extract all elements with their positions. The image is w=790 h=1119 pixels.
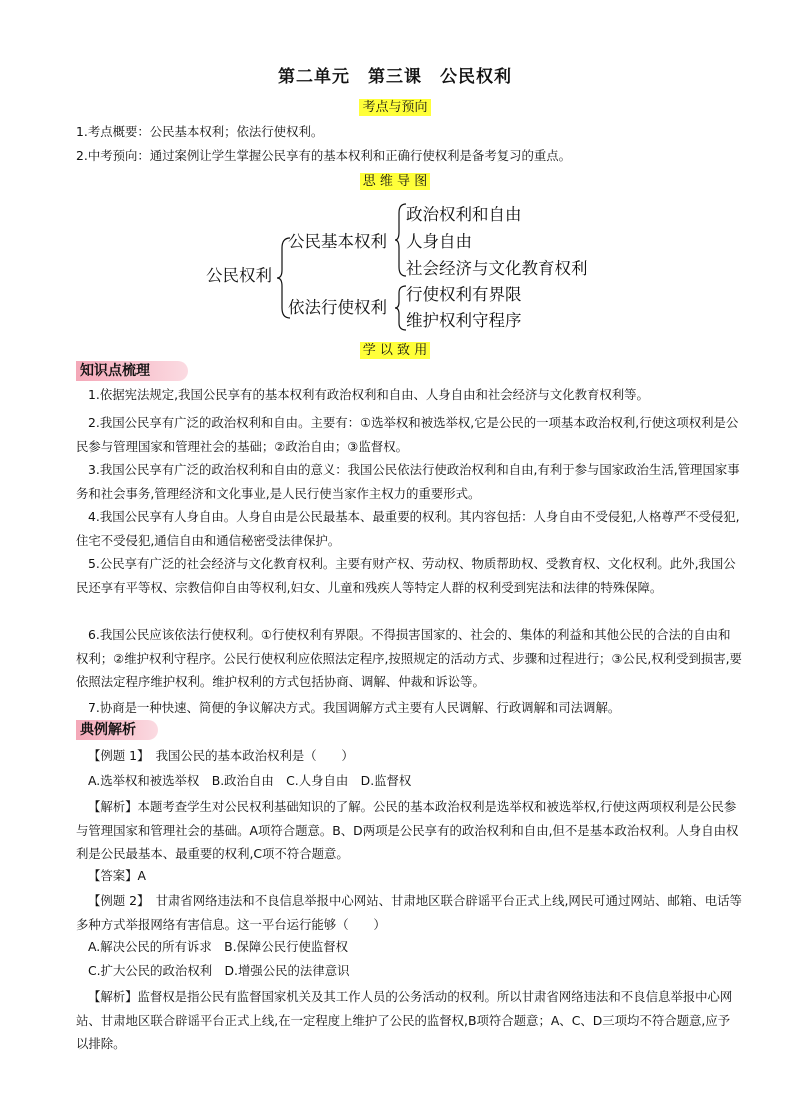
- example-2-analysis: 【解析】监督权是指公民有监督国家机关及其工作人员的公务活动的权利。所以甘肃省网络违法和不良信息举报中心网站、甘肃地区联合辟谣平台正式上线,在一定程度上维护了公民的监督权,B项符合题意；A、C、D三项均不符合题意,应予以排除。: [76, 989, 733, 1051]
- mindmap-branch-1-item-2: 人身自由: [406, 232, 472, 251]
- example-2-options-1: A.解决公民的所有诉求 B.保障公民行使监督权: [88, 939, 349, 954]
- point-1: 1.依据宪法规定,我国公民享有的基本权利有政治权利和自由、人身自由和社会经济与文化教育权利等。: [88, 387, 649, 402]
- example-1-answer: 【答案】A: [88, 868, 147, 883]
- section-heading-xueyi: 学 以 致 用: [0, 339, 790, 358]
- section-heading-kaodian: 考点与预向: [0, 96, 790, 115]
- example-1-analysis: 【解析】本题考查学生对公民权利基础知识的了解。公民的基本政治权利是选举权和被选举权,行使这两项权利是公民参与管理国家和管理社会的基础。A项符合题意。B、D两项是公民享有的政治权利和自由,但不是基本政治权利。人身自由权利是公民最基本、最重要的权利,C项不符合题意。: [76, 799, 739, 861]
- example-2-options-2: C.扩大公民的政治权利 D.增强公民的法律意识: [88, 963, 350, 978]
- page-title: 第二单元 第三课 公民权利: [278, 67, 512, 87]
- section-heading-siwei: 思 维 导 图: [0, 170, 790, 189]
- mindmap-root: 公民权利: [206, 266, 272, 285]
- mindmap-branch-1-item-3: 社会经济与文化教育权利: [406, 259, 588, 278]
- mindmap-branch-1-item-1: 政治权利和自由: [406, 205, 522, 224]
- point-4: 4.我国公民享有人身自由。人身自由是公民最基本、最重要的权利。其内容包括：人身自由不受侵犯,人格尊严不受侵犯,住宅不受侵犯,通信自由和通信秘密受法律保护。: [76, 509, 740, 548]
- kaodian-line-1: 1.考点概要：公民基本权利；依法行使权利。: [76, 124, 324, 139]
- example-1-options: A.选举权和被选举权 B.政治自由 C.人身自由 D.监督权: [88, 773, 412, 788]
- point-2: 2.我国公民享有广泛的政治权利和自由。主要有：①选举权和被选举权,它是公民的一项基本政治权利,行使这项权利是公民参与管理国家和管理社会的基础；②政治自由；③监督权。: [76, 415, 739, 454]
- mindmap-branch-2: 依法行使权利: [288, 298, 387, 317]
- mindmap-branch-2-item-2: 维护权利守程序: [406, 311, 522, 330]
- mindmap-branch-1: 公民基本权利: [288, 232, 387, 251]
- point-7: 7.协商是一种快速、简便的争议解决方式。我国调解方式主要有人民调解、行政调解和司法调解。: [88, 700, 621, 715]
- example-1-question: 【例题 1】 我国公民的基本政治权利是（ ）: [88, 748, 354, 763]
- point-5: 5.公民享有广泛的社会经济与文化教育权利。主要有财产权、劳动权、物质帮助权、受教育权、文化权利。此外,我国公民还享有平等权、宗教信仰自由等权利,妇女、儿童和残疾人等特定人群的权利受到宪法和法律的特殊保障。: [76, 556, 736, 595]
- mindmap-branch-2-item-1: 行使权利有界限: [406, 285, 522, 304]
- point-3: 3.我国公民享有广泛的政治权利和自由的意义：我国公民依法行使政治权利和自由,有利于参与国家政治生活,管理国家事务和社会事务,管理经济和文化事业,是人民行使当家作主权力的重要形式。: [76, 462, 740, 501]
- kaodian-line-2: 2.中考预向：通过案例让学生掌握公民享有的基本权利和正确行使权利是备考复习的重点。: [76, 148, 572, 163]
- point-6: 6.我国公民应该依法行使权利。①行使权利有界限。不得损害国家的、社会的、集体的利益和其他公民的合法的自由和权利；②维护权利守程序。公民行使权利应依照法定程序,按照规定的活动方式、步骤和过程进行；③公民,权利受到损害,要依照法定程序维护权利。维护权利的方式包括协商、调解、仲裁和诉讼等。: [76, 627, 742, 689]
- tag-dianli: 典例解析: [76, 720, 158, 740]
- example-2-question: 【例题 2】 甘肃省网络违法和不良信息举报中心网站、甘肃地区联合辟谣平台正式上线,网民可通过网站、邮箱、电话等多种方式举报网络有害信息。这一平台运行能够（ ）: [76, 893, 742, 932]
- tag-zhishi: 知识点梳理: [76, 361, 188, 381]
